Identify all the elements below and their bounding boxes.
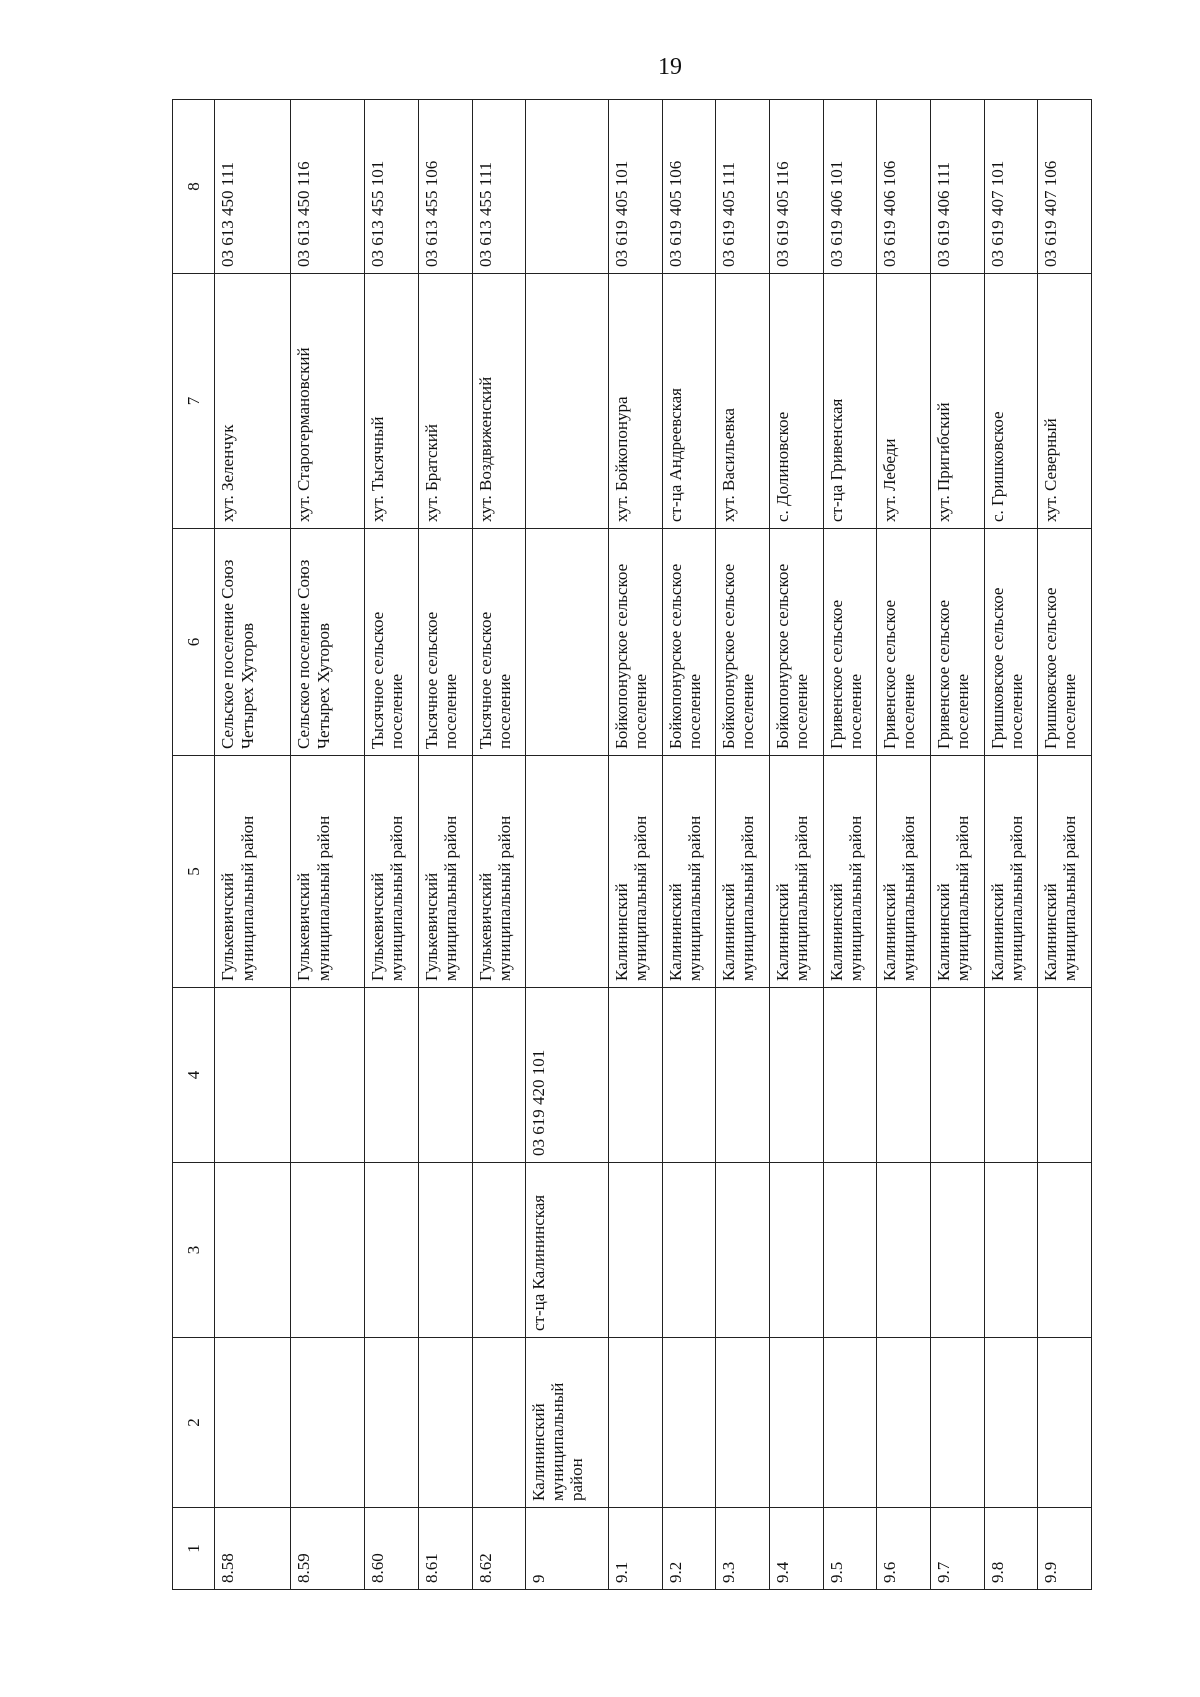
table-row xyxy=(215,100,291,1590)
table-cell-c7: хут. Пригибский xyxy=(930,274,984,529)
table-cell-c4 xyxy=(930,988,984,1163)
table-cell-c3 xyxy=(608,1163,662,1338)
table-cell-c6: Сельское поселение Союз Четырех Хуторов xyxy=(291,529,365,756)
table-cell-c6: Гривенское сельское поселение xyxy=(930,529,984,756)
table-cell-c1: 8.62 xyxy=(472,1508,526,1590)
table-cell-c2 xyxy=(608,1338,662,1508)
table-cell-c7: хут. Лебеди xyxy=(877,274,931,529)
table-cell-c6 xyxy=(526,529,609,756)
table-cell-c4 xyxy=(418,988,472,1163)
table-cell-c6: Гришковское сельское поселение xyxy=(984,529,1038,756)
table-cell-c1: 9.8 xyxy=(984,1508,1038,1590)
table-cell-c8: 03 619 405 111 xyxy=(716,100,770,274)
table-row xyxy=(418,100,472,1590)
table-cell-c4: 03 619 420 101 xyxy=(526,988,609,1163)
table-cell-c8: 03 619 407 106 xyxy=(1038,100,1092,274)
table-cell-c2 xyxy=(716,1338,770,1508)
table-cell-c7: хут. Зеленчук xyxy=(215,274,291,529)
table-cell-c4 xyxy=(769,988,823,1163)
table-row xyxy=(1038,100,1092,1590)
table-cell-c4 xyxy=(215,988,291,1163)
table-cell-c4 xyxy=(291,988,365,1163)
table-cell-c6: Тысячное сельское поселение xyxy=(418,529,472,756)
table-cell-c2 xyxy=(1038,1338,1092,1508)
table-row xyxy=(877,100,931,1590)
table-cell-c1: 9.9 xyxy=(1038,1508,1092,1590)
table-cell-c2: Калининский муниципальный район xyxy=(526,1338,609,1508)
table-cell-c5: Гулькевичский муниципальный район xyxy=(215,756,291,988)
table-cell-c6: Бойкопонурское сельское поселение xyxy=(608,529,662,756)
column-header: 8 xyxy=(173,100,215,274)
table-cell-c4 xyxy=(1038,988,1092,1163)
table-cell-c2 xyxy=(662,1338,716,1508)
table-cell-c5 xyxy=(526,756,609,988)
table-cell-c8: 03 613 450 116 xyxy=(291,100,365,274)
table-cell-c4 xyxy=(984,988,1038,1163)
table-cell-c6: Сельское поселение Союз Четырех Хуторов xyxy=(215,529,291,756)
table-cell-c6: Бойкопонурское сельское поселение xyxy=(662,529,716,756)
table-cell-c6: Бойкопонурское сельское поселение xyxy=(716,529,770,756)
table-cell-c2 xyxy=(769,1338,823,1508)
table-cell-c1: 8.58 xyxy=(215,1508,291,1590)
column-header: 1 xyxy=(173,1508,215,1590)
table-cell-c7: хут. Братский xyxy=(418,274,472,529)
table-cell-c1: 9.1 xyxy=(608,1508,662,1590)
table-cell-c2 xyxy=(291,1338,365,1508)
table-cell-c3 xyxy=(662,1163,716,1338)
table-cell-c7: хут. Тысячный xyxy=(365,274,419,529)
table-body xyxy=(173,100,1092,1590)
table-cell-c4 xyxy=(877,988,931,1163)
table-cell-c7: хут. Старогермановский xyxy=(291,274,365,529)
table-cell-c8: 03 613 455 106 xyxy=(418,100,472,274)
rotated-table-container xyxy=(172,100,1092,1590)
table-cell-c8: 03 619 405 116 xyxy=(769,100,823,274)
table-cell-c5: Гулькевичский муниципальный район xyxy=(291,756,365,988)
table-cell-c3 xyxy=(215,1163,291,1338)
table-cell-c3 xyxy=(769,1163,823,1338)
table-cell-c4 xyxy=(823,988,877,1163)
table-cell-c4 xyxy=(472,988,526,1163)
table-row xyxy=(662,100,716,1590)
table-cell-c1: 8.59 xyxy=(291,1508,365,1590)
table-cell-c4 xyxy=(608,988,662,1163)
column-header: 7 xyxy=(173,274,215,529)
table-cell-c7: хут. Воздвиженский xyxy=(472,274,526,529)
table-cell-c4 xyxy=(365,988,419,1163)
table-cell-c5: Калининский муниципальный район xyxy=(930,756,984,988)
table-cell-c5: Гулькевичский муниципальный район xyxy=(365,756,419,988)
table-cell-c5: Калининский муниципальный район xyxy=(716,756,770,988)
table-cell-c7: с. Долиновское xyxy=(769,274,823,529)
table-cell-c2 xyxy=(823,1338,877,1508)
table-row xyxy=(472,100,526,1590)
table-cell-c8: 03 619 406 111 xyxy=(930,100,984,274)
table-cell-c5: Калининский муниципальный район xyxy=(984,756,1038,988)
table-cell-c1: 9.7 xyxy=(930,1508,984,1590)
table-cell-c7 xyxy=(526,274,609,529)
table-cell-c5: Калининский муниципальный район xyxy=(769,756,823,988)
table-row xyxy=(608,100,662,1590)
table-row xyxy=(526,100,609,1590)
table-cell-c2 xyxy=(877,1338,931,1508)
table-cell-c3 xyxy=(1038,1163,1092,1338)
table-cell-c8: 03 619 406 101 xyxy=(823,100,877,274)
settlement-registry-table xyxy=(172,99,1092,1590)
column-header: 3 xyxy=(173,1163,215,1338)
table-row xyxy=(930,100,984,1590)
table-cell-c4 xyxy=(716,988,770,1163)
table-cell-c1: 9.6 xyxy=(877,1508,931,1590)
table-cell-c5: Гулькевичский муниципальный район xyxy=(472,756,526,988)
table-cell-c8: 03 619 405 101 xyxy=(608,100,662,274)
column-header: 2 xyxy=(173,1338,215,1508)
table-cell-c8 xyxy=(526,100,609,274)
table-cell-c5: Калининский муниципальный район xyxy=(823,756,877,988)
table-cell-c3 xyxy=(291,1163,365,1338)
table-cell-c6: Гривенское сельское поселение xyxy=(823,529,877,756)
column-header: 5 xyxy=(173,756,215,988)
table-cell-c1: 9.5 xyxy=(823,1508,877,1590)
table-cell-c7: хут. Северный xyxy=(1038,274,1092,529)
table-cell-c8: 03 619 406 106 xyxy=(877,100,931,274)
table-cell-c1: 9.3 xyxy=(716,1508,770,1590)
column-header: 6 xyxy=(173,529,215,756)
table-cell-c5: Калининский муниципальный район xyxy=(608,756,662,988)
table-cell-c3 xyxy=(877,1163,931,1338)
table-cell-c5: Калининский муниципальный район xyxy=(877,756,931,988)
table-cell-c8: 03 613 455 101 xyxy=(365,100,419,274)
table-cell-c6: Гришковское сельское поселение xyxy=(1038,529,1092,756)
table-cell-c3 xyxy=(823,1163,877,1338)
table-cell-c2 xyxy=(365,1338,419,1508)
table-cell-c3 xyxy=(716,1163,770,1338)
table-cell-c2 xyxy=(930,1338,984,1508)
table-cell-c8: 03 619 407 101 xyxy=(984,100,1038,274)
table-row xyxy=(291,100,365,1590)
table-cell-c1: 9 xyxy=(526,1508,609,1590)
table-cell-c3 xyxy=(930,1163,984,1338)
table-cell-c6: Гривенское сельское поселение xyxy=(877,529,931,756)
column-number-row xyxy=(173,100,215,1590)
table-cell-c2 xyxy=(472,1338,526,1508)
table-cell-c7: с. Гришковское xyxy=(984,274,1038,529)
table-cell-c1: 8.60 xyxy=(365,1508,419,1590)
table-cell-c6: Тысячное сельское поселение xyxy=(472,529,526,756)
table-cell-c8: 03 619 405 106 xyxy=(662,100,716,274)
page-number: 19 xyxy=(658,54,682,80)
table-cell-c8: 03 613 455 111 xyxy=(472,100,526,274)
table-row xyxy=(984,100,1038,1590)
table-cell-c6: Бойкопонурское сельское поселение xyxy=(769,529,823,756)
table-cell-c8: 03 613 450 111 xyxy=(215,100,291,274)
table-row xyxy=(365,100,419,1590)
table-cell-c5: Калининский муниципальный район xyxy=(1038,756,1092,988)
table-cell-c5: Калининский муниципальный район xyxy=(662,756,716,988)
table-row xyxy=(769,100,823,1590)
table-cell-c7: ст-ца Гривенская xyxy=(823,274,877,529)
column-header: 4 xyxy=(173,988,215,1163)
table-cell-c3 xyxy=(418,1163,472,1338)
table-cell-c4 xyxy=(662,988,716,1163)
table-cell-c3 xyxy=(984,1163,1038,1338)
table-cell-c3: ст-ца Калининская xyxy=(526,1163,609,1338)
table-cell-c2 xyxy=(215,1338,291,1508)
table-cell-c1: 9.4 xyxy=(769,1508,823,1590)
table-cell-c2 xyxy=(418,1338,472,1508)
table-cell-c3 xyxy=(472,1163,526,1338)
table-cell-c3 xyxy=(365,1163,419,1338)
table-cell-c5: Гулькевичский муниципальный район xyxy=(418,756,472,988)
table-row xyxy=(716,100,770,1590)
table-cell-c1: 8.61 xyxy=(418,1508,472,1590)
table-cell-c6: Тысячное сельское поселение xyxy=(365,529,419,756)
table-row xyxy=(823,100,877,1590)
table-cell-c1: 9.2 xyxy=(662,1508,716,1590)
table-cell-c7: хут. Бойкопонура xyxy=(608,274,662,529)
table-cell-c2 xyxy=(984,1338,1038,1508)
table-cell-c7: ст-ца Андреевская xyxy=(662,274,716,529)
table-cell-c7: хут. Васильевка xyxy=(716,274,770,529)
